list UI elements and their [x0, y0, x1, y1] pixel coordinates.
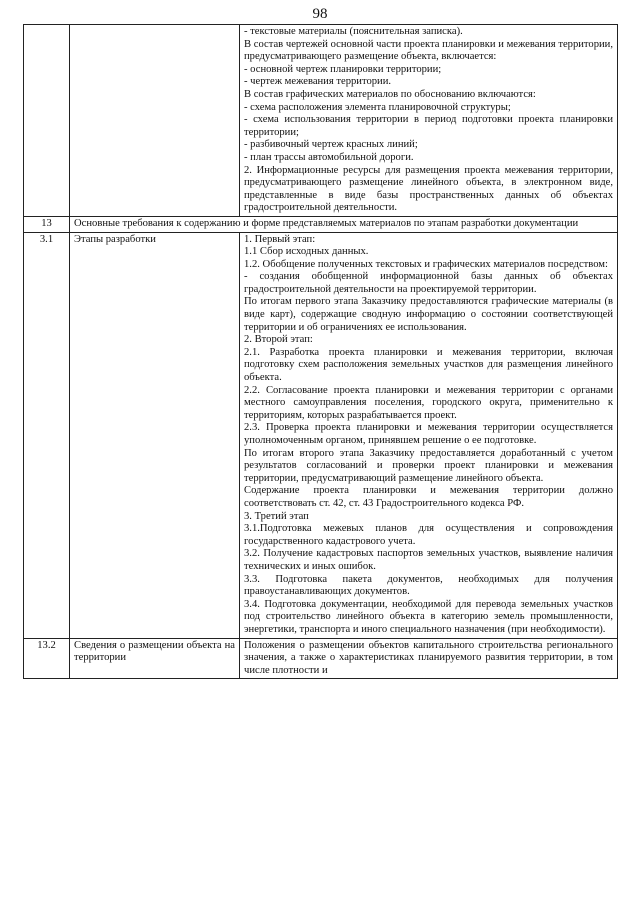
requirements-table	[23, 24, 618, 679]
section-row	[24, 216, 618, 232]
row-content: Положения о размещении объектов капитального строительства регионального значения, а также о характеристиках планируемого развития территории, в том числе плотности и	[240, 638, 618, 679]
row-title: Сведения о размещении объекта на территории	[70, 638, 240, 679]
row-content: - текстовые материалы (пояснительная записка). В состав чертежей основной части проекта планировки и межевания территории, предусматривающего размещение объекта, включается: - основной чертеж планировки территории; - чертеж межевания территории. В состав графических материалов по обоснованию включаются: - схема расположения элемента планировочной структуры; - схема использования территории в период подготовки проекта планировки территории; - разбивочный чертеж красных линий; - план трассы автомобильной дороги. 2. Информационные ресурсы для размещения проекта межевания территории, предусматривающего размещение линейного объекта, в электронном виде, представленные в виде базы пространственных данных об объектах градостроительной деятельности.	[240, 25, 618, 217]
section-number: 13	[24, 216, 70, 232]
row-number: 3.1	[24, 232, 70, 638]
table-row	[24, 232, 618, 638]
page-number: 98	[312, 6, 328, 22]
row-number: 13.2	[24, 638, 70, 679]
row-content: 1. Первый этап: 1.1 Сбор исходных данных. 1.2. Обобщение полученных текстовых и графических материалов посредством: - создания обобщенной информационной базы данных об объектах градостроительной деятельности на проектируемой территории. По итогам первого этапа Заказчику предоставляются графические материалы (в виде карт), содержащие сводную информацию о состоянии соответствующей территории и об ограничениях ее использования. 2. Второй этап: 2.1. Разработка проекта планировки и межевания территории, включая подготовку схем расположения земельных участков для размещения линейного объекта. 2.2. Согласование проекта планировки и межевания территории с органами местного самоуправления поселения, городского округа, применительно к территориям, которых разрабатывается проект. 2.3. Проверка проекта планировки и межевания территории осуществляется уполномоченным органом, принявшем решение о ее подготовке. По итогам второго этапа Заказчику предоставляется доработанный с учетом результатов согласований и проверки проект планировки и межевания территории, предусматривающий размещение линейного объекта. Содержание проекта планировки и межевания территории должно соответствовать ст. 42, ст. 43 Градостроительного кодекса РФ. 3. Третий этап 3.1.Подготовка межевых планов для осуществления и сопровождения государственного кадастрового учета. 3.2. Получение кадастровых паспортов земельных участков, выявление наличия технических и иных ошибок. 3.3. Подготовка пакета документов, необходимых для получения правоустанавливающих документов. 3.4. Подготовка документации, необходимой для перевода земельных участков под строительство линейного объекта в категорию земель промышленности, энергетики, транспорта и иного специального назначения (при необходимости).	[240, 232, 618, 638]
row-number	[24, 25, 70, 217]
table-row	[24, 25, 618, 217]
row-title: Этапы разработки	[70, 232, 240, 638]
table-row	[24, 638, 618, 679]
row-title	[70, 25, 240, 217]
section-title: Основные требования к содержанию и форме представляемых материалов по этапам разработки документации	[70, 216, 618, 232]
